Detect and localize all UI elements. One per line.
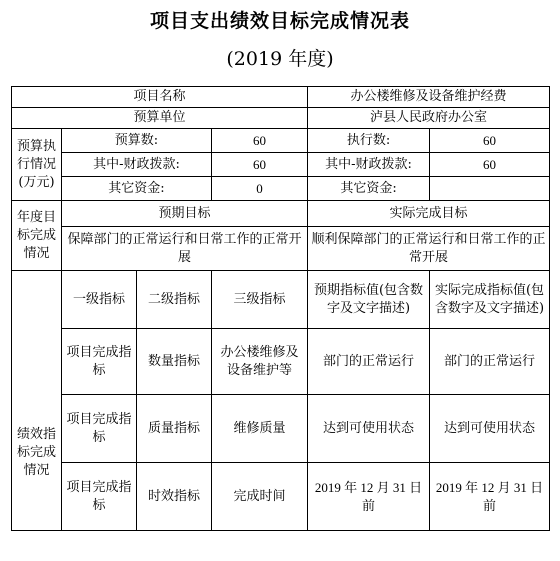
table-row	[12, 329, 550, 395]
table-row	[12, 463, 550, 531]
header-level3: 三级指标	[212, 271, 308, 329]
row2-expected: 达到可使用状态	[308, 395, 430, 463]
budget-section-label: 预算执行情况(万元)	[12, 129, 62, 201]
budget-unit-row	[12, 108, 550, 129]
header-actual-value: 实际完成指标值(包含数字及文字描述)	[430, 271, 550, 329]
project-name-label: 项目名称	[12, 87, 308, 108]
actual-goal-text: 顺利保障部门的正常运行和日常工作的正常开展	[308, 227, 550, 271]
header-expected-value: 预期指标值(包含数字及文字描述)	[308, 271, 430, 329]
other-exec-label: 其它资金:	[308, 177, 430, 201]
budget-unit-value: 泸县人民政府办公室	[308, 108, 550, 129]
executed-amount-value: 60	[430, 129, 550, 153]
performance-table	[11, 86, 550, 531]
fiscal-budget-value: 60	[212, 153, 308, 177]
indicator-header-row	[12, 271, 550, 329]
annual-content-row	[12, 227, 550, 271]
fiscal-exec-value: 60	[430, 153, 550, 177]
row3-expected: 2019 年 12 月 31 日前	[308, 463, 430, 531]
page-title: 项目支出绩效目标完成情况表	[149, 10, 410, 32]
project-name-row	[12, 87, 550, 108]
budget-amount-label: 预算数:	[62, 129, 212, 153]
row2-level1: 项目完成指标	[62, 395, 137, 463]
row1-actual: 部门的正常运行	[430, 329, 550, 395]
row3-level1: 项目完成指标	[62, 463, 137, 531]
planned-goal-header: 预期目标	[62, 201, 308, 227]
other-funds-row	[12, 177, 550, 201]
row1-level2: 数量指标	[137, 329, 212, 395]
row3-actual: 2019 年 12 月 31 日前	[430, 463, 550, 531]
row3-level3: 完成时间	[212, 463, 308, 531]
row2-level3: 维修质量	[212, 395, 308, 463]
row1-level3: 办公楼维修及设备维护等	[212, 329, 308, 395]
budget-amount-value: 60	[212, 129, 308, 153]
budget-amount-row	[12, 129, 550, 153]
fiscal-budget-label: 其中-财政拨款:	[62, 153, 212, 177]
project-name-value: 办公楼维修及设备维护经费	[308, 87, 550, 108]
actual-goal-header: 实际完成目标	[308, 201, 550, 227]
annual-header-row	[12, 201, 550, 227]
row1-expected: 部门的正常运行	[308, 329, 430, 395]
executed-amount-label: 执行数:	[308, 129, 430, 153]
indicator-section-label: 绩效指标完成情况	[12, 271, 62, 531]
row3-level2: 时效指标	[137, 463, 212, 531]
planned-goal-text: 保障部门的正常运行和日常工作的正常开展	[62, 227, 308, 271]
annual-section-label: 年度目标完成情况	[12, 201, 62, 271]
row2-actual: 达到可使用状态	[430, 395, 550, 463]
other-budget-value: 0	[212, 177, 308, 201]
row2-level2: 质量指标	[137, 395, 212, 463]
fiscal-exec-label: 其中-财政拨款:	[308, 153, 430, 177]
other-budget-label: 其它资金:	[62, 177, 212, 201]
table-row	[12, 395, 550, 463]
header-level2: 二级指标	[137, 271, 212, 329]
row1-level1: 项目完成指标	[62, 329, 137, 395]
fiscal-row	[12, 153, 550, 177]
budget-unit-label: 预算单位	[12, 108, 308, 129]
page-subtitle: (2019 年度)	[226, 48, 334, 70]
header-level1: 一级指标	[62, 271, 137, 329]
other-exec-value	[430, 177, 550, 201]
